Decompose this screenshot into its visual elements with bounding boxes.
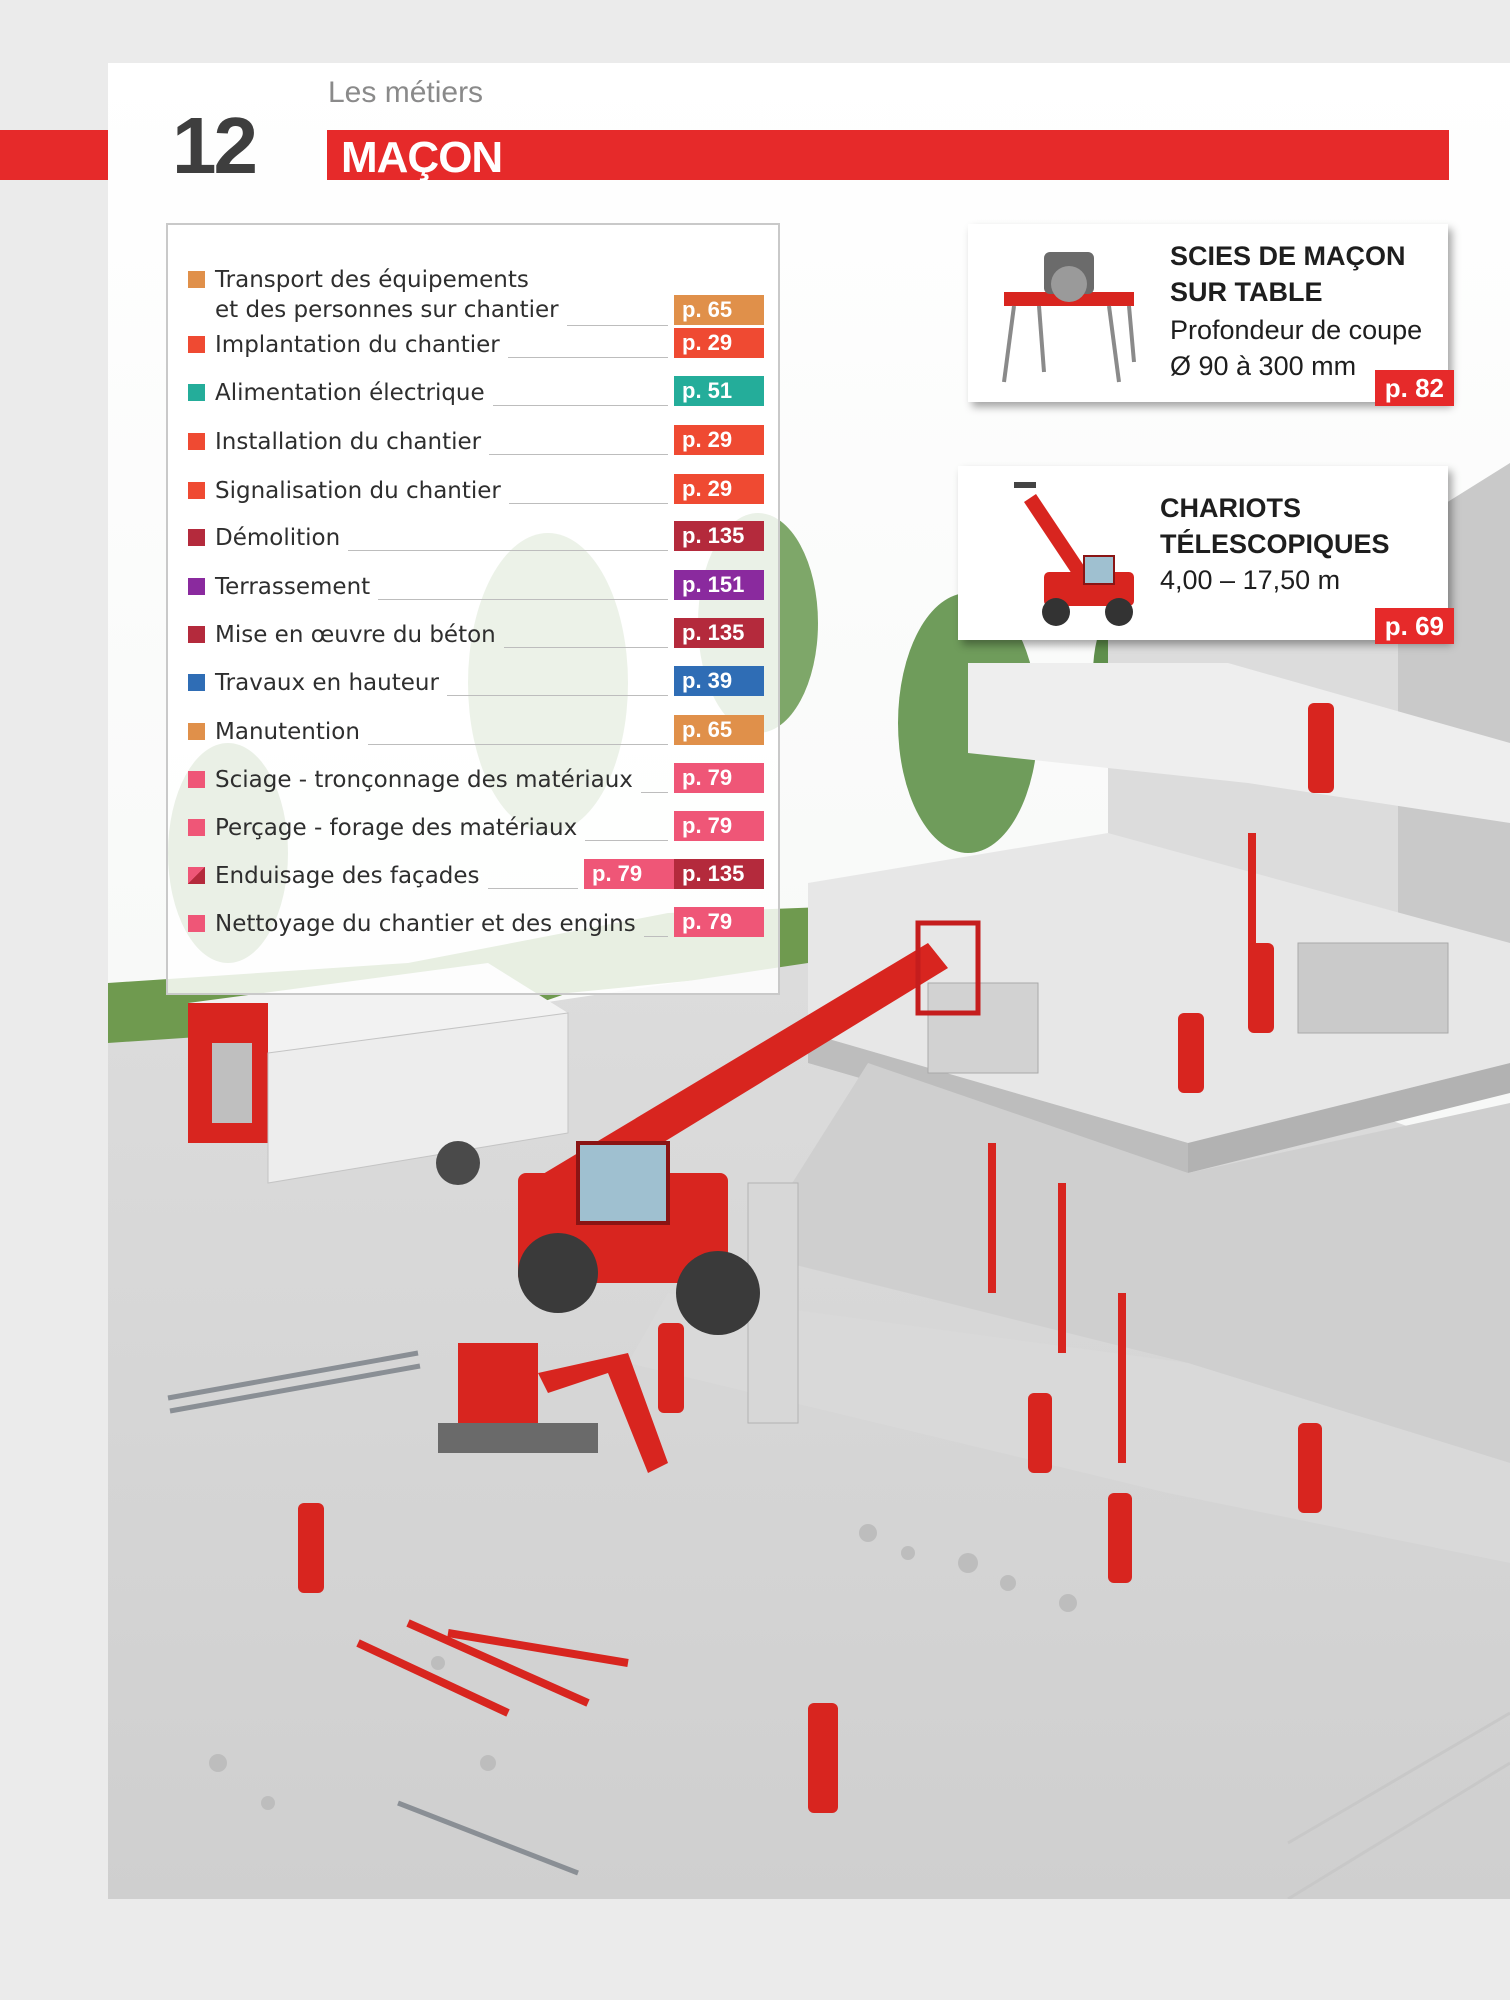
toc-label-line: Enduisage des façades (215, 863, 480, 889)
category-color-square (188, 674, 205, 691)
toc-label (215, 717, 360, 747)
leader-line (641, 792, 668, 793)
card-subtitle-line1: Profondeur de coupe (1170, 315, 1423, 345)
toc-label-line: Terrassement (215, 574, 371, 600)
leader-line (508, 357, 668, 358)
table-saw-icon (984, 232, 1154, 392)
toc-row[interactable] (188, 470, 764, 510)
toc-row[interactable] (188, 662, 764, 702)
page-reference-badge[interactable]: p. 135 (674, 521, 764, 551)
card-page-badge[interactable]: p. 82 (1375, 370, 1454, 406)
leader-line (368, 744, 668, 745)
toc-label-line2: et des personnes sur chantier (215, 297, 559, 323)
product-card-telehandler[interactable] (958, 466, 1448, 640)
toc-label-line: Nettoyage du chantier et des engins (215, 911, 636, 937)
card-title-line1: SCIES DE MAÇON (1170, 241, 1406, 271)
leader-line (488, 888, 578, 889)
page-reference-badge[interactable]: p. 65 (674, 715, 764, 745)
category-color-square (188, 433, 205, 450)
toc-label (215, 476, 501, 506)
toc-label (215, 813, 577, 843)
toc-label (215, 378, 485, 408)
category-color-square (188, 867, 205, 884)
card-subtitle-line1: 4,00 – 17,50 m (1160, 565, 1341, 595)
telehandler-icon (984, 472, 1154, 632)
card-page-badge[interactable]: p. 69 (1375, 608, 1454, 644)
toc-row[interactable] (188, 259, 764, 329)
page-reference-badge[interactable]: p. 65 (674, 295, 764, 325)
leader-line (644, 936, 668, 937)
toc-label (215, 572, 370, 602)
trades-index-panel (166, 223, 780, 995)
toc-label (215, 861, 480, 891)
toc-row[interactable] (188, 903, 764, 943)
toc-row[interactable] (188, 855, 764, 895)
page-reference-badge[interactable]: p. 135 (674, 618, 764, 648)
product-card-table-saw[interactable] (968, 224, 1448, 402)
category-color-square (188, 723, 205, 740)
toc-label (215, 909, 636, 939)
category-color-square (188, 384, 205, 401)
page-reference-badge[interactable]: p. 79 (674, 811, 764, 841)
category-color-square (188, 482, 205, 499)
card-subtitle-line2: Ø 90 à 300 mm (1170, 351, 1357, 381)
leader-line (504, 647, 668, 648)
toc-label (215, 427, 481, 457)
toc-label-line: Transport des équipements (215, 267, 529, 293)
page-reference-badge[interactable]: p. 79 (674, 907, 764, 937)
toc-row[interactable] (188, 614, 764, 654)
toc-label-line: Perçage - forage des matériaux (215, 815, 578, 841)
page-reference-badge[interactable]: p. 29 (674, 425, 764, 455)
leader-line (493, 405, 668, 406)
leader-line (585, 840, 668, 841)
toc-row[interactable] (188, 517, 764, 557)
toc-label-line: Sciage - tronçonnage des matériaux (215, 767, 633, 793)
page-reference-badge[interactable]: p. 79 (584, 859, 674, 889)
leader-line (489, 454, 668, 455)
leader-line (509, 503, 668, 504)
category-color-square (188, 915, 205, 932)
title-bar (327, 130, 1449, 180)
toc-row[interactable] (188, 372, 764, 412)
card-title-line1: CHARIOTS (1160, 493, 1301, 523)
toc-label (215, 330, 500, 360)
page-reference-badge[interactable]: p. 29 (674, 474, 764, 504)
toc-row[interactable] (188, 759, 764, 799)
category-color-square (188, 529, 205, 546)
page-number: 12 (172, 101, 255, 190)
toc-label-line: Alimentation électrique (215, 380, 485, 406)
leader-line (378, 599, 668, 600)
card-title-line2: SUR TABLE (1170, 277, 1323, 307)
toc-label-line: Mise en œuvre du béton (215, 622, 496, 648)
page-reference-badge[interactable]: p. 135 (674, 859, 764, 889)
toc-label-line: Implantation du chantier (215, 332, 500, 358)
page-reference-badge[interactable]: p. 39 (674, 666, 764, 696)
category-color-square (188, 271, 205, 288)
category-color-square (188, 578, 205, 595)
card-title-line2: TÉLESCOPIQUES (1160, 529, 1390, 559)
toc-row[interactable] (188, 421, 764, 461)
toc-label (215, 765, 633, 795)
page-reference-badge[interactable]: p. 29 (674, 328, 764, 358)
toc-label (215, 523, 340, 553)
page-reference-badge[interactable]: p. 151 (674, 570, 764, 600)
toc-label-line: Installation du chantier (215, 429, 482, 455)
toc-label-line: Démolition (215, 525, 341, 551)
toc-row[interactable] (188, 566, 764, 606)
toc-label-line: Manutention (215, 719, 360, 745)
page-reference-badge[interactable]: p. 51 (674, 376, 764, 406)
toc-row[interactable] (188, 807, 764, 847)
toc-label (215, 668, 439, 698)
category-color-square (188, 819, 205, 836)
toc-label-line: Travaux en hauteur (215, 670, 439, 696)
section-label: Les métiers (328, 76, 484, 109)
page-reference-badge[interactable]: p. 79 (674, 763, 764, 793)
page-title: MAÇON (341, 133, 503, 182)
category-color-square (188, 626, 205, 643)
toc-label (215, 620, 496, 650)
toc-row[interactable] (188, 711, 764, 751)
leader-line (348, 550, 668, 551)
left-accent-bar (0, 130, 108, 180)
toc-label-line: Signalisation du chantier (215, 478, 501, 504)
toc-label (215, 265, 559, 325)
toc-row[interactable] (188, 324, 764, 364)
category-color-square (188, 771, 205, 788)
leader-line (447, 695, 668, 696)
category-color-square (188, 336, 205, 353)
